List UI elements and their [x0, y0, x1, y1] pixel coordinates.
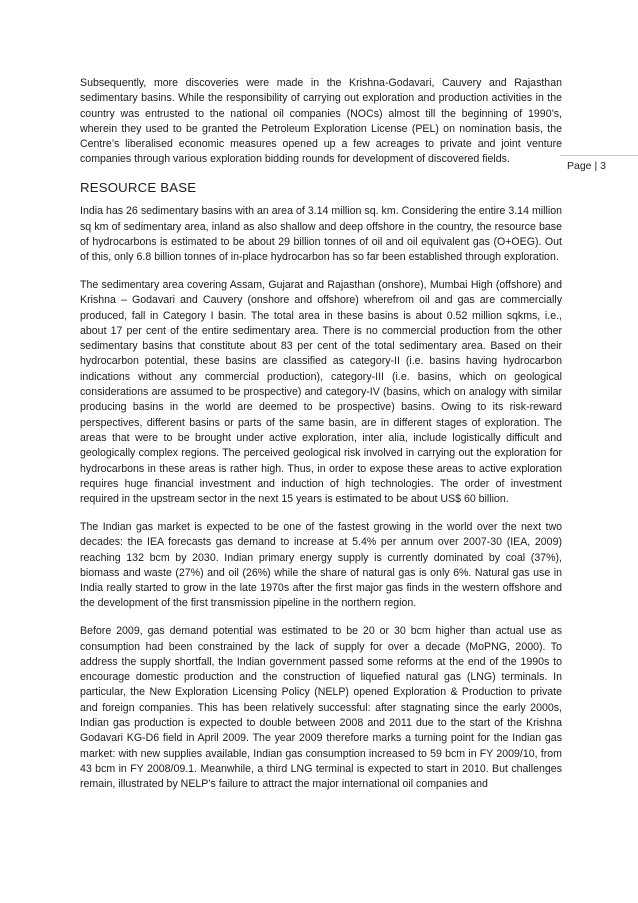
body-paragraph-3: The Indian gas market is expected to be one of the fastest growing in the world over the next two decades: the IEA forecasts gas demand to increase at 5.4% per annum over 2007-30 (IEA, 2009) reaching 132 bcm by 2030. Indian primary energy supply is currently dominated by coal (37%), biomass and waste (27%) and oil (26%) while the share of natural gas is only 6%. Natural gas use in India really started to grow in the late 1970s after the first major gas finds in the western offshore and the development of the first transmission pipeline in the northern region. [80, 520, 562, 610]
intro-paragraph: Subsequently, more discoveries were made in the Krishna-Godavari, Cauvery and Rajasthan sedimentary basins. While the responsibility of carrying out exploration and production activities in the country was entrusted to the national oil companies (NOCs) almost till the beginning of 1990’s, wherein they used to be granted the Petroleum Exploration License (PEL) on nomination basis, the Centre’s liberalised economic measures opened up a few acreages to private and joint venture companies through various exploration bidding rounds for development of discovered fields. [80, 77, 562, 166]
body-paragraph-4: Before 2009, gas demand potential was estimated to be 20 or 30 bcm higher than actual use as consumption had been constrained by the lack of supply for over a decade (MoPNG, 2000). To address the supply shortfall, the Indian government passed some reforms at the end of the 1990s to encourage domestic production and the construction of liquefied natural gas (LNG) terminals. In particular, the New Exploration Licensing Policy (NELP) opened Exploration & Production to private and foreign companies. This has been relatively successful: after stagnating since the early 2000s, Indian gas production is expected to double between 2008 and 2011 due to the start of the Krishna Godavari KG-D6 field in April 2009. The year 2009 therefore marks a turning point for the Indian gas market: with new supplies available, Indian gas consumption increased to 59 bcm in FY 2009/10, from 43 bcm in FY 2008/09.1. Meanwhile, a third LNG terminal is expected to start in 2010. But challenges remain, illustrated by NELP’s failure to attract the major international oil companies and [80, 625, 562, 791]
section-heading: RESOURCE BASE [80, 180, 197, 196]
page-number-rule [560, 155, 638, 156]
page-number: Page | 3 [567, 160, 606, 172]
body-paragraph-1: India has 26 sedimentary basins with an area of 3.14 million sq. km. Considering the entire 3.14 million sq km of sedimentary area, inland as also shallow and deep offshore in the country, the resource base of hydrocarbons is estimated to be about 29 billion tonnes of oil and oil equivalent gas (O+OEG). Out of this, only 6.8 billion tonnes of in-place hydrocarbon has so far been established through exploration. [80, 205, 562, 264]
body-paragraph-2: The sedimentary area covering Assam, Gujarat and Rajasthan (onshore), Mumbai High (offshore) and Krishna – Godavari and Cauvery (onshore and offshore) wherefrom oil and gas are commercially produced, fall in Category I basin. The total area in these basins is about 0.52 million sqkms, i.e., about 17 per cent of the entire sedimentary area. There is no commercial production from the other sedimentary basins that constitute about 83 per cent of the total sedimentary area. Based on their hydrocarbon potential, these basins are classified as category-II (i.e. basins having hydrocarbon indications without any commercial production), category-III (i.e. basins, which on geological considerations are assumed to be prospective) and category-IV (basins, which on analogy with similar producing basins in the world are deemed to be prospective) basins. Owing to its risk-reward perspectives, different basins or parts of the same basin, are in different stages of exploration. The areas that were to be brought under active exploration, inter alia, include logistically difficult and geologically complex regions. The perceived geological risk involved in carrying out the exploration for hydrocarbons in these areas is rather high. Thus, in order to expose these areas to active exploration requires huge financial investment and induction of high technologies. The order of investment required in the upstream sector in the next 15 years is estimated to be about US$ 60 billion. [80, 278, 562, 506]
document-body [80, 76, 562, 805]
